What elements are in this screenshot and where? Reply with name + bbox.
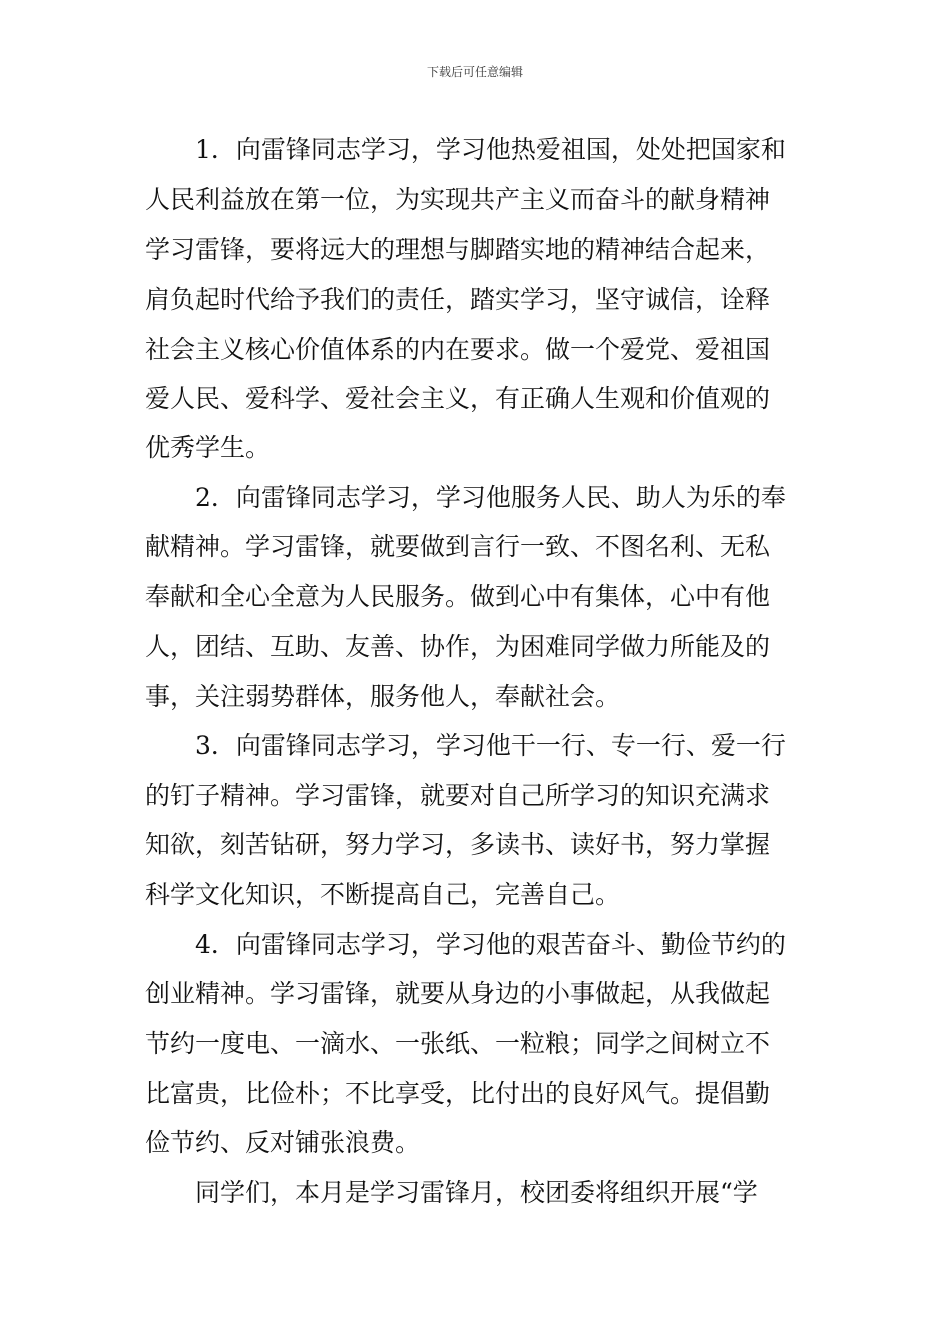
text-line: 学习雷锋，要将远大的理想与脚踏实地的精神结合起来， (145, 235, 771, 264)
text-line: 同学们，本月是学习雷锋月，校团委将组织开展“学 (195, 1178, 758, 1207)
text-line: 社会主义核心价值体系的内在要求。做一个爱党、爱祖国 (145, 335, 771, 364)
text-line: 献精神。学习雷锋，就要做到言行一致、不图名利、无私 (145, 532, 771, 561)
text-line: 优秀学生。 (145, 433, 271, 462)
text-line: 比富贵，比俭朴；不比享受，比付出的良好风气。提倡勤 (145, 1079, 771, 1108)
text-line: 知欲，刻苦钻研，努力学习，多读书、读好书，努力掌握 (145, 830, 771, 859)
text-line: 科学文化知识，不断提高自己，完善自己。 (145, 880, 621, 909)
text-line: 肩负起时代给予我们的责任，踏实学习，坚守诚信，诠释 (145, 285, 771, 314)
text-line: 俭节约、反对铺张浪费。 (145, 1128, 421, 1157)
text-line: 事，关注弱势群体，服务他人，奉献社会。 (145, 682, 621, 711)
text-line: 爱人民、爱科学、爱社会主义，有正确人生观和价值观的 (145, 384, 771, 413)
text-line: 2．向雷锋同志学习，学习他服务人民、助人为乐的奉 (195, 483, 786, 512)
text-line: 人民利益放在第一位，为实现共产主义而奋斗的献身精神 (145, 185, 771, 214)
text-line: 的钉子精神。学习雷锋，就要对自己所学习的知识充满求 (145, 781, 771, 810)
text-line: 节约一度电、一滴水、一张纸、一粒粮；同学之间树立不 (145, 1029, 771, 1058)
text-line: 4．向雷锋同志学习，学习他的艰苦奋斗、勤俭节约的 (195, 930, 786, 959)
text-line: 3．向雷锋同志学习，学习他干一行、专一行、爱一行 (195, 731, 786, 760)
text-line: 1．向雷锋同志学习，学习他热爱祖国，处处把国家和 (195, 135, 786, 164)
text-line: 人，团结、互助、友善、协作，为困难同学做力所能及的 (145, 632, 771, 661)
text-line: 奉献和全心全意为人民服务。做到心中有集体，心中有他 (145, 582, 771, 611)
page-header: 下载后可任意编辑 (426, 65, 523, 79)
text-line: 创业精神。学习雷锋，就要从身边的小事做起，从我做起 (145, 979, 771, 1008)
